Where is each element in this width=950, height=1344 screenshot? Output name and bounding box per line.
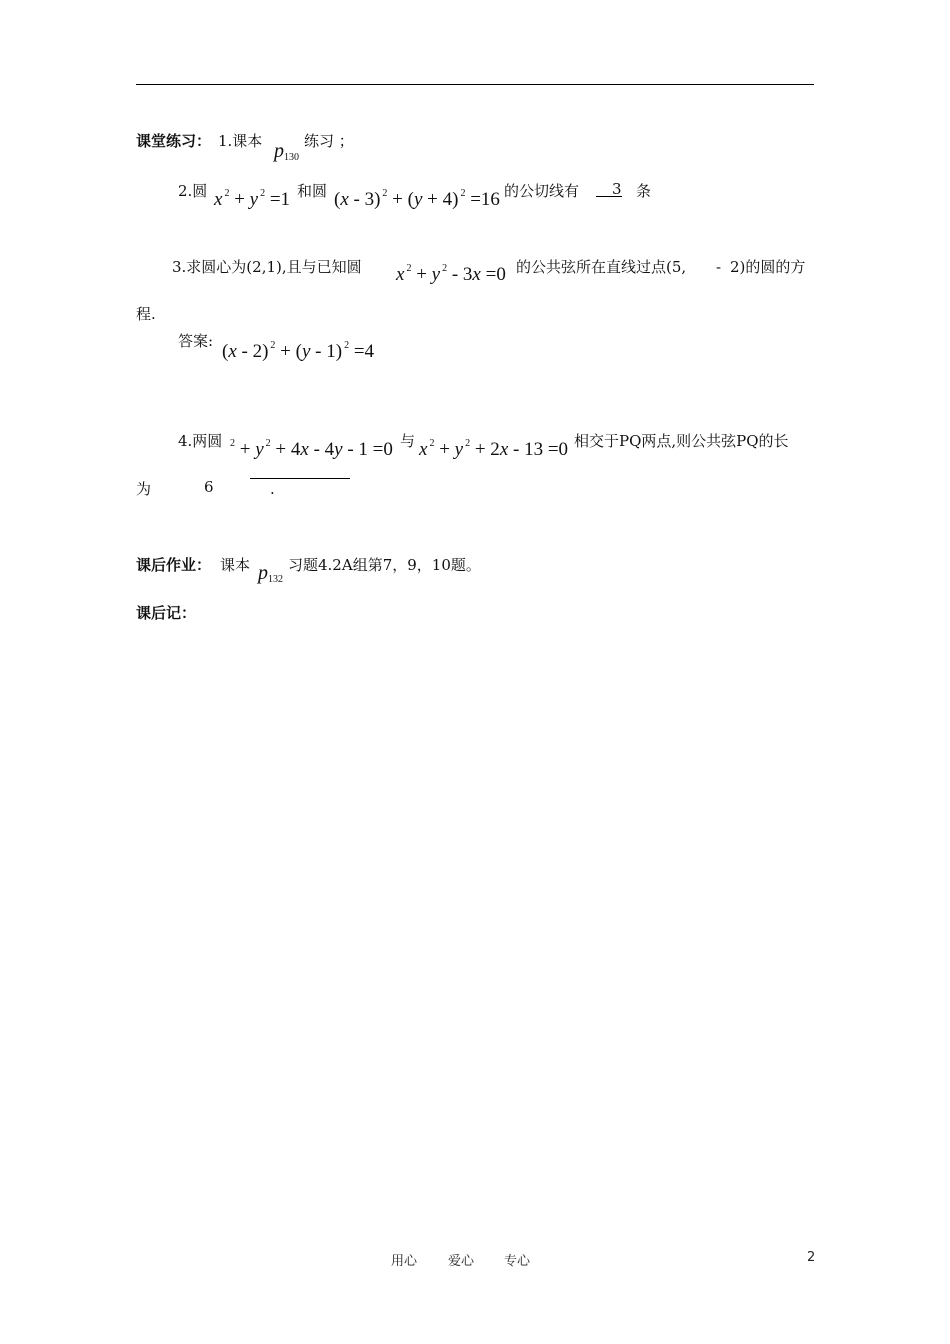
notes-heading: 课后记：	[136, 604, 197, 622]
item4-prefix: 4.两圆	[178, 432, 223, 450]
item3-line2: 程.	[136, 305, 156, 323]
item1-suffix: 练习 ；	[304, 132, 354, 150]
item2-formula2: (x - 3) $^2$ + (y + 4) $^2$ =16	[334, 188, 500, 210]
homework-text-prefix: 课本	[220, 556, 251, 574]
item3-suffix: 的公共弦所在直线过点(5,	[516, 258, 687, 276]
item3-suffix2: 2)的圆的方	[730, 258, 806, 276]
item4-formula1: $^2$ + y $^2$ + 4x - 4y - 1 =0	[230, 438, 393, 460]
p-letter-1: p	[274, 140, 284, 162]
item2-answer-underline	[596, 196, 622, 197]
item2-number: 2.圆	[178, 182, 208, 200]
item4-line2-prefix: 为	[136, 480, 152, 498]
p-subscript-1: 130	[284, 152, 299, 163]
footer-text-1: 用心	[391, 1254, 418, 1269]
item4-period: .	[270, 480, 275, 498]
homework-text-suffix: 习题4.2A组第7，9，10题。	[288, 556, 481, 574]
item3-prefix: 3.求圆心为(2,1),且与已知圆	[172, 258, 362, 276]
p-subscript-2: 132	[268, 574, 283, 585]
item3-answer-formula: (x - 2) $^2$ + (y - 1) $^2$ =4	[222, 340, 375, 362]
item4-answer-line	[250, 478, 350, 479]
footer-text-2: 爱心	[448, 1254, 475, 1269]
footer-text-3: 专心	[504, 1254, 531, 1269]
page-number: 2	[807, 1250, 816, 1265]
item4-formula2: x $^2$ + y $^2$ + 2x - 13 =0	[419, 438, 569, 460]
item4-suffix: 相交于PQ两点,则公共弦PQ的长	[574, 432, 789, 450]
item4-mid: 与	[400, 432, 416, 450]
item3-minus: -	[716, 258, 722, 276]
exercise-heading: 课堂练习：	[136, 132, 212, 150]
header-rule	[136, 84, 814, 85]
item2-suffix: 的公切线有	[504, 182, 580, 200]
item1-prefix: 1.课本	[218, 132, 263, 150]
item2-mid: 和圆	[297, 182, 328, 200]
item2-end: 条	[636, 182, 652, 200]
homework-heading: 课后作业：	[136, 556, 212, 574]
item3-formula: x $^2$ + y $^2$ - 3x =0	[396, 263, 506, 285]
item4-answer: 6	[204, 478, 214, 496]
p-letter-2: p	[258, 562, 268, 584]
item2-answer: 3	[612, 180, 622, 198]
item2-formula1: x $^2$ + y $^2$ =1	[214, 188, 291, 210]
answer-label: 答案:	[178, 332, 214, 350]
